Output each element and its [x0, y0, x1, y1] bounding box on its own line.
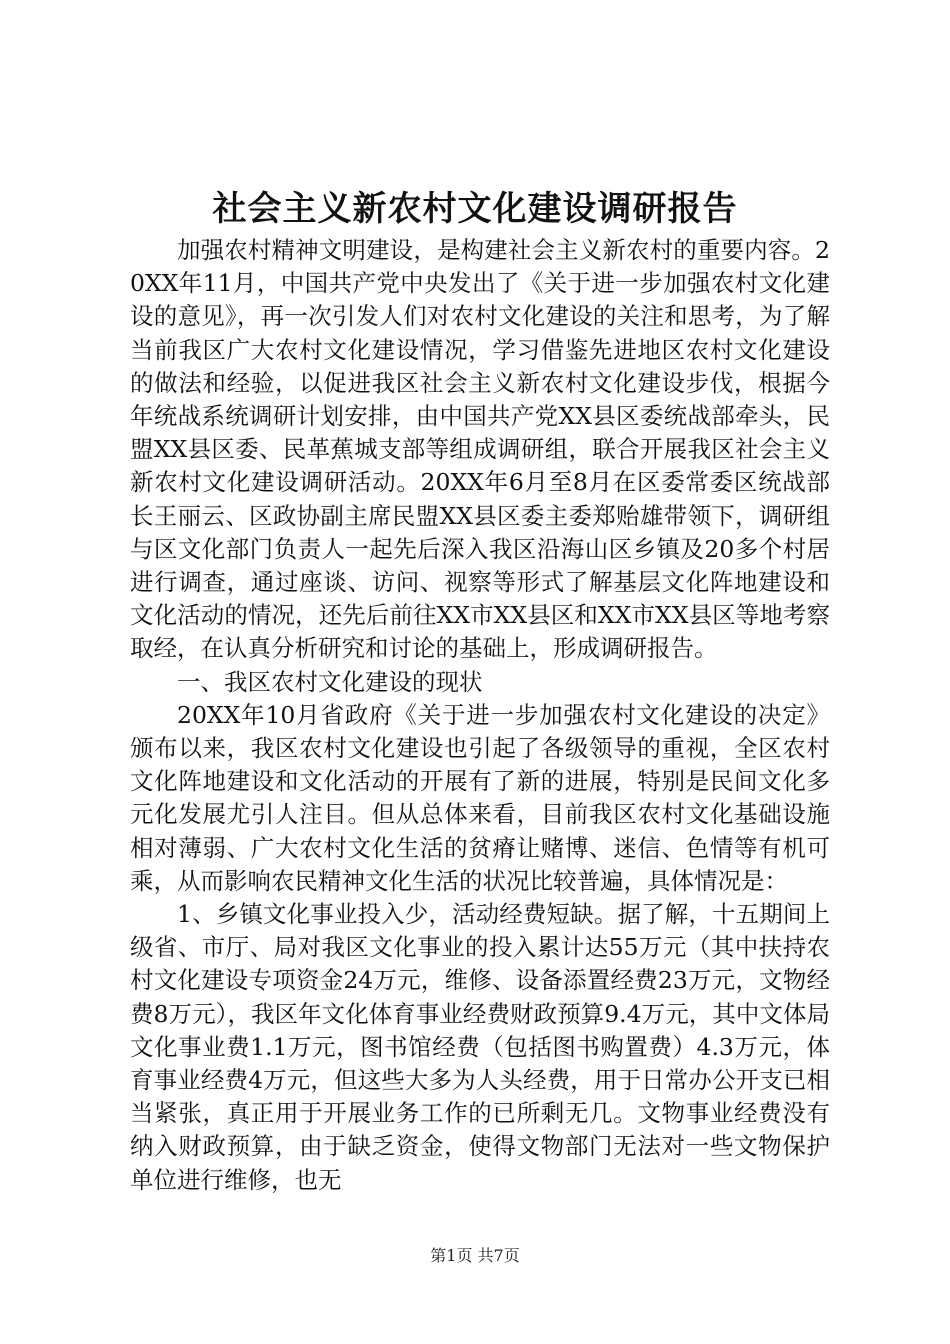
document-title: 社会主义新农村文化建设调研报告: [212, 189, 738, 229]
paragraph-intro: 加强农村精神文明建设，是构建社会主义新农村的重要内容。20XX年11月，中国共产党中央发出了《关于进一步加强农村文化建设的意见》，再一次引发人们对农村文化建设的关注和思考，为了解当前我区广大农村文化建设情况，学习借鉴先进地区农村文化建设的做法和经验，以促进我区社会主义新农村文化建设步伐，根据今年统战系统调研计划安排，由中国共产党XX县区委统战部牵头，民盟XX县区委、民革蕉城支部等组成调研组，联合开展我区社会主义新农村文化建设调研活动。20XX年6月至8月在区委常委区统战部长王丽云、区政协副主席民盟XX县区委主委郑贻雄带领下，调研组与区文化部门负责人一起先后深入我区沿海山区乡镇及20多个村居进行调查，通过座谈、访问、视察等形式了解基层文化阵地建设和文化活动的情况，还先后前往XX市XX县区和XX市XX县区等地考察取经，在认真分析研究和讨论的基础上，形成调研报告。: [130, 236, 830, 663]
page-number-footer: 第1页 共7页: [430, 1246, 520, 1265]
paragraph-funding: 1、乡镇文化事业投入少，活动经费短缺。据了解，十五期间上级省、市厅、局对我区文化事业的投入累计达55万元（其中扶持农村文化建设专项资金24万元，维修、设备添置经费23万元，文物经费8万元），我区年文化体育事业经费财政预算9.4万元，其中文体局文化事业费1.1万元，图书馆经费（包括图书购置费）4.3万元，体育事业经费4万元，但这些大多为人头经费，用于日常办公开支已相当紧张，真正用于开展业务工作的已所剩无几。文物事业经费没有纳入财政预算，由于缺乏资金，使得文物部门无法对一些文物保护单位进行维修，也无: [130, 900, 830, 1194]
paragraph-status: 20XX年10月省政府《关于进一步加强农村文化建设的决定》颁布以来，我区农村文化建设也引起了各级领导的重视，全区农村文化阵地建设和文化活动的开展有了新的进展，特别是民间文化多元化发展尤引人注目。但从总体来看，目前我区农村文化基础设施相对薄弱、广大农村文化生活的贫瘠让赌博、迷信、色情等有机可乘，从而影响农民精神文化生活的状况比较普遍，具体情况是：: [130, 700, 830, 895]
document-body: [130, 234, 830, 1197]
section-heading-status: 一、我区农村文化建设的现状: [177, 667, 483, 696]
